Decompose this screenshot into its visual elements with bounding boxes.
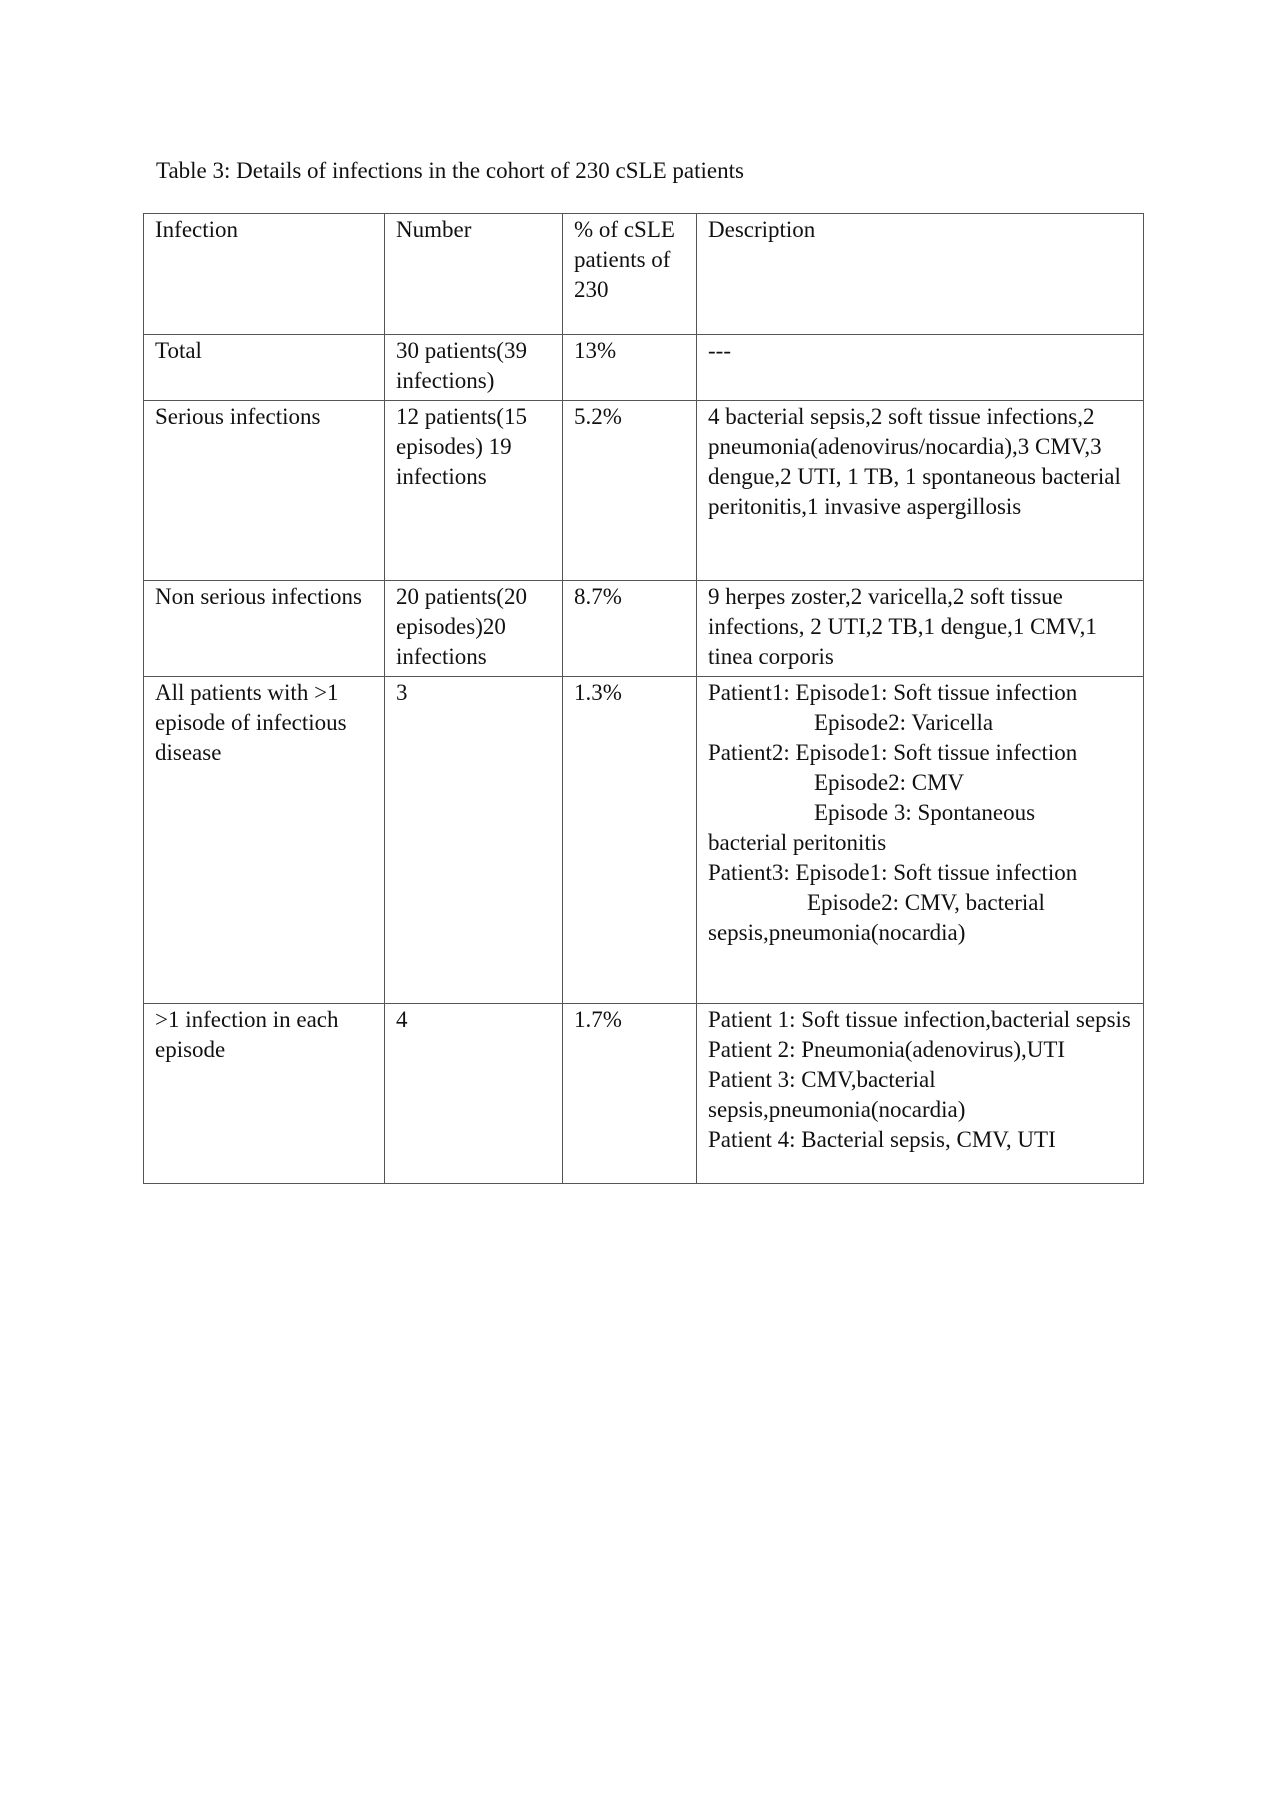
table-row: [144, 581, 1144, 677]
description-line: Episode 3: Spontaneous: [814, 800, 1036, 825]
cell-infection: All patients with >1 episode of infectious disease: [144, 677, 385, 1004]
cell-description: [697, 677, 1144, 1004]
table-row: [144, 677, 1144, 1004]
description-line: Patient1: Episode1: Soft tissue infection: [708, 680, 1078, 705]
description-line: Episode2: Varicella: [814, 710, 994, 735]
cell-number: 3: [385, 677, 563, 1004]
cell-percent: 13%: [563, 335, 697, 401]
cell-description: 4 bacterial sepsis,2 soft tissue infections,2 pneumonia(adenovirus/nocardia),3 CMV,3 dengue,2 UTI, 1 TB, 1 spontaneous bacterial peritonitis,1 invasive aspergillosis: [697, 401, 1144, 581]
table-row: [144, 335, 1144, 401]
cell-infection: Total: [144, 335, 385, 401]
table-row: [144, 1004, 1144, 1184]
description-line: Patient 3: CMV,bacterial sepsis,pneumonia(nocardia): [708, 1067, 966, 1122]
cell-infection: >1 infection in each episode: [144, 1004, 385, 1184]
description-line: Patient 4: Bacterial sepsis, CMV, UTI: [708, 1127, 1056, 1152]
description-line: Episode2: CMV: [814, 770, 965, 795]
cell-percent: 1.3%: [563, 677, 697, 1004]
cell-description: ---: [697, 335, 1144, 401]
cell-number: 30 patients(39 infections): [385, 335, 563, 401]
description-line: Episode2: CMV, bacterial: [807, 890, 1045, 915]
cell-percent: 8.7%: [563, 581, 697, 677]
header-infection: Infection: [144, 214, 385, 335]
cell-number: 20 patients(20 episodes)20 infections: [385, 581, 563, 677]
cell-percent: 5.2%: [563, 401, 697, 581]
cell-number: 12 patients(15 episodes) 19 infections: [385, 401, 563, 581]
description-line: sepsis,pneumonia(nocardia): [708, 920, 966, 945]
header-number: Number: [385, 214, 563, 335]
description-line: bacterial peritonitis: [708, 830, 887, 855]
table-caption: Table 3: Details of infections in the cohort of 230 cSLE patients: [156, 158, 744, 183]
cell-description: 9 herpes zoster,2 varicella,2 soft tissue infections, 2 UTI,2 TB,1 dengue,1 CMV,1 tinea corporis: [697, 581, 1144, 677]
header-description: Description: [697, 214, 1144, 335]
description-line: Patient 1: Soft tissue infection,bacterial sepsis: [708, 1007, 1131, 1032]
cell-infection: Serious infections: [144, 401, 385, 581]
table-header-row: [144, 214, 1144, 335]
description-line: Patient3: Episode1: Soft tissue infection: [708, 860, 1078, 885]
cell-percent: 1.7%: [563, 1004, 697, 1184]
cell-infection: Non serious infections: [144, 581, 385, 677]
table-row: [144, 401, 1144, 581]
description-line: Patient 2: Pneumonia(adenovirus),UTI: [708, 1037, 1066, 1062]
infections-table: [143, 213, 1144, 1184]
header-percent: % of cSLE patients of 230: [563, 214, 697, 335]
cell-number: 4: [385, 1004, 563, 1184]
cell-description: [697, 1004, 1144, 1184]
description-line: Patient2: Episode1: Soft tissue infection: [708, 740, 1078, 765]
